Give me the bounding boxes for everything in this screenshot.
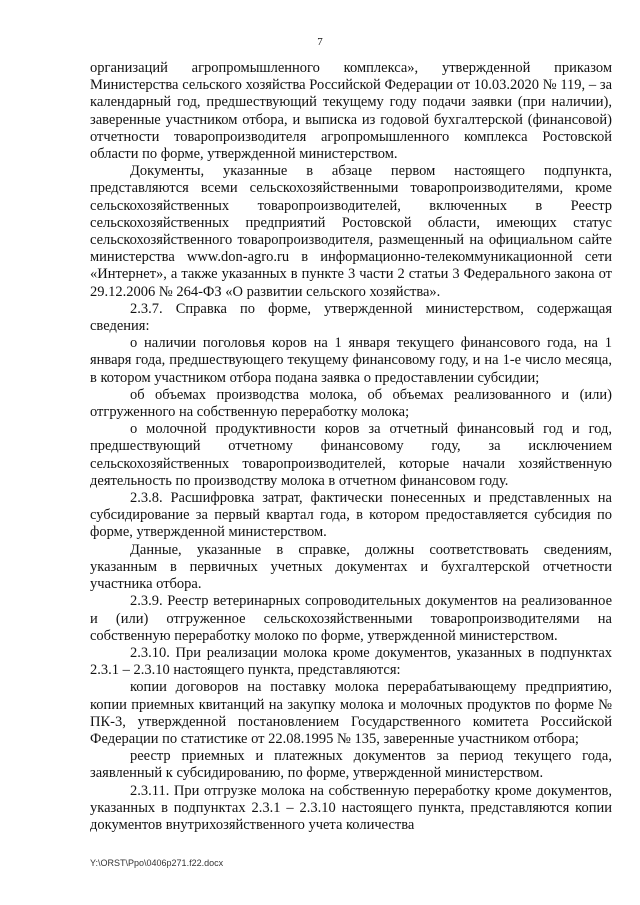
paragraph: о наличии поголовья коров на 1 января текущего финансового года, на 1 января года, предшествующего текущему финансовому году, и на 1-е число месяца, в котором участником отбора подана заявка о предоставлении субсидии; [90, 335, 612, 386]
paragraph: 2.3.10. При реализации молока кроме документов, указанных в подпунктах 2.3.1 – 2.3.10 настоящего пункта, представляются: [90, 644, 612, 679]
paragraph: 2.3.11. При отгрузке молока на собственную переработку кроме документов, указанных в подпунктах 2.3.1 – 2.3.10 настоящего пункта, представляются копии документов внутрихозяйственного учета количества [90, 782, 612, 833]
paragraph: копии договоров на поставку молока перерабатывающему предприятию, копии приемных квитанций на закупку молока и молочных продуктов по форме № ПК-3, утвержденной постановлением Государственного комитета Российской Федерации по статистике от 22.08.1995 № 135, заверенные участником отбора; [90, 679, 612, 747]
file-path-footer: Y:\ORST\Ppo\0406p271.f22.docx [90, 858, 224, 868]
paragraph: организаций агропромышленного комплекса», утвержденной приказом Министерства сельского хозяйства Российской Федерации от 10.03.2020 № 119, – за календарный год, предшествующий текущему году подачи заявки (при наличии), заверенные участником отбора, и выписка из годовой бухгалтерской (финансовой) отчетности товаропроизводителя агропромышленного комплекса Ростовской области по форме, утвержденной министерством. [90, 60, 612, 163]
paragraph: реестр приемных и платежных документов за период текущего года, заявленный к субсидированию, по форме, утвержденной министерством. [90, 748, 612, 782]
paragraph: 2.3.8. Расшифровка затрат, фактически понесенных и представленных на субсидирование за первый квартал года, в котором предоставляется субсидия по форме, утвержденной министерством. [90, 490, 612, 541]
paragraph: 2.3.9. Реестр ветеринарных сопроводительных документов на реализованное и (или) отгруженное сельскохозяйственными товаропроизводителями на собственную переработку молоко по форме, утвержденной министерством. [90, 593, 612, 644]
paragraph: Документы, указанные в абзаце первом настоящего подпункта, представляются всеми сельскохозяйственными товаропроизводителями, кроме сельскохозяйственных товаропроизводителей, включенных в Реестр сельскохозяйственных предприятий Ростовской области, имеющих статус сельскохозяйственного товаропроизводителя, размещенный на официальном сайте министерства www.don-agro.ru в информационно-телекоммуникационной сети «Интернет», а также указанных в пункте 3 части 2 статьи 3 Федерального закона от 29.12.2006 № 264-ФЗ «О развитии сельского хозяйства». [90, 163, 612, 300]
paragraph: Данные, указанные в справке, должны соответствовать сведениям, указанным в первичных учетных документах и бухгалтерской отчетности участника отбора. [90, 541, 612, 593]
paragraph: о молочной продуктивности коров за отчетный финансовый год и год, предшествующий отчетному финансовому году, за исключением сельскохозяйственных товаропроизводителей, которые начали хозяйственную деятельность по производству молока в отчетном финансовом году. [90, 421, 612, 489]
paragraph: 2.3.7. Справка по форме, утвержденной министерством, содержащая сведения: [90, 300, 612, 335]
paragraph: об объемах производства молока, об объемах реализованного и (или) отгруженного на собственную переработку молока; [90, 386, 612, 421]
page-number: 7 [317, 36, 323, 48]
document-body [90, 60, 612, 834]
